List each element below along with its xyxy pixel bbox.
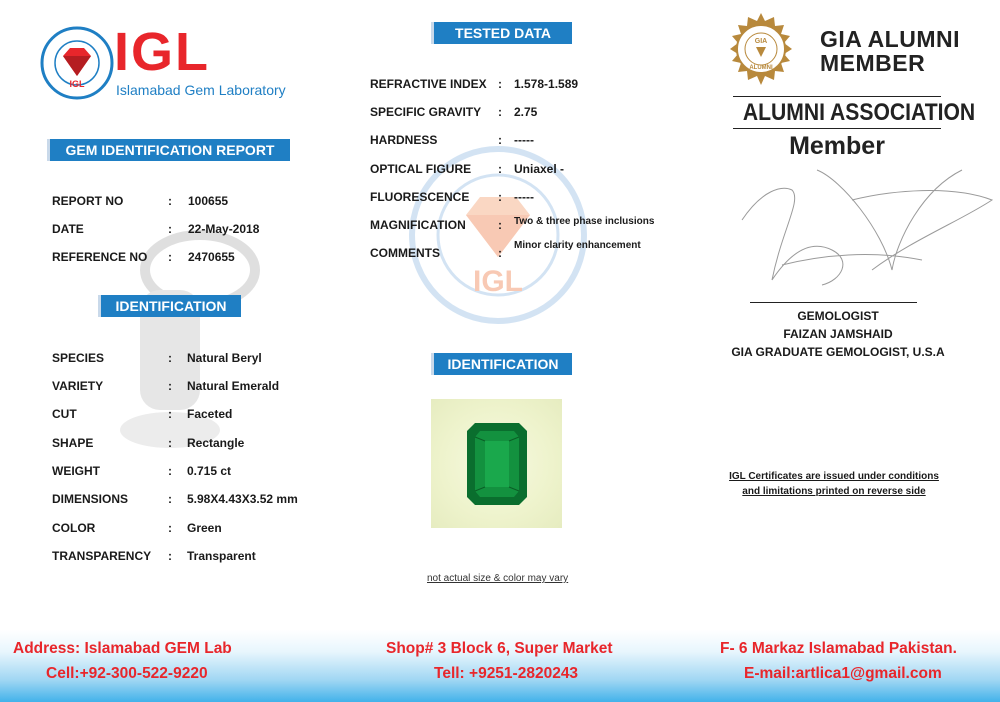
identification-row [52,407,322,423]
alumni-association: ALUMNI ASSOCIATION [742,99,976,126]
gemologist-credential: GIA GRADUATE GEMOLOGIST, U.S.A [731,345,945,359]
report-row-label: DATE [52,222,84,236]
watermark-text: IGL [473,265,523,298]
tested-value: Two & three phase inclusions [514,216,655,227]
separator: : [168,407,172,421]
report-row-value: 2470655 [188,250,235,264]
identification-header: IDENTIFICATION [98,295,241,317]
separator: : [168,250,172,264]
identification-value: Rectangle [187,436,245,450]
signature [722,160,1000,300]
identification-value: Faceted [187,407,233,421]
igl-subtitle: Islamabad Gem Laboratory [116,82,286,98]
tested-row [370,190,690,206]
report-row-value: 100655 [188,194,229,208]
background-gem-watermark [100,210,280,470]
tested-value: Minor clarity enhancement [514,240,641,251]
photo-note: not actual size & color may vary [427,573,569,584]
tested-label: FLUORESCENCE [370,190,470,204]
separator: : [168,549,172,563]
tested-label: SPECIFIC GRAVITY [370,105,482,119]
footer-shop: Shop# 3 Block 6, Super Market [386,640,613,657]
identification-row [52,464,322,480]
separator: : [498,218,502,232]
identification-value: Natural Beryl [187,351,262,365]
identification-label: SHAPE [52,436,94,450]
tested-value: ----- [514,133,534,147]
report-header: GEM IDENTIFICATION REPORT [47,139,290,161]
identification-row [52,521,322,537]
identification-row [52,351,322,367]
tested-row [370,240,690,262]
report-row-label: REFERENCE NO [52,250,148,264]
tested-label: COMMENTS [370,246,440,260]
photo-identification-header: IDENTIFICATION [431,353,572,375]
tested-label: HARDNESS [370,133,438,147]
tested-label: REFRACTIVE INDEX [370,77,487,91]
igl-seal-icon [40,26,114,100]
tested-label: MAGNIFICATION [370,218,466,232]
igl-badge-text: IGL [69,79,85,89]
identification-row [52,492,322,508]
identification-row [52,549,322,565]
identification-row [52,379,322,395]
separator: : [498,133,502,147]
report-row [52,194,312,210]
separator: : [498,105,502,119]
member-label: Member [789,132,885,160]
identification-label: SPECIES [52,351,105,365]
identification-value: Transparent [187,549,256,563]
identification-label: VARIETY [52,379,104,393]
identification-row [52,436,322,452]
report-row-label: REPORT NO [52,194,124,208]
separator: : [168,492,172,506]
disclaimer-line1: IGL Certificates are issued under conditions [729,471,939,482]
separator: : [498,246,502,260]
seal-top-text: GIA [754,38,768,45]
tested-value: ----- [514,190,534,204]
tested-value: Uniaxel - [514,162,565,176]
gem-photo [431,399,562,528]
separator: : [168,379,172,393]
identification-label: DIMENSIONS [52,492,129,506]
gia-alumni-line1: GIA ALUMNI [820,26,961,52]
report-row-value: 22-May-2018 [188,222,260,236]
disclaimer-line2: and limitations printed on reverse side [742,486,926,497]
identification-label: CUT [52,407,77,421]
identification-label: TRANSPARENCY [52,549,152,563]
identification-value: Green [187,521,222,535]
footer-cell[interactable]: Cell:+92-300-522-9220 [46,665,208,682]
igl-logo [40,22,286,100]
tested-row [370,133,690,149]
separator: : [498,77,502,91]
footer-email[interactable]: E-mail:artlica1@gmail.com [744,665,942,682]
footer-address: Address: Islamabad GEM Lab [13,640,232,657]
footer [0,630,1000,702]
igl-wordmark: IGL [114,22,210,82]
tested-row [370,77,690,93]
separator: : [168,521,172,535]
footer-city: F- 6 Markaz Islamabad Pakistan. [720,640,957,657]
tested-label: OPTICAL FIGURE [370,162,472,176]
identification-value: 5.98X4.43X3.52 mm [187,492,298,506]
separator: : [168,464,172,478]
tested-row [370,105,690,121]
signature-line [750,302,917,303]
separator: : [498,162,502,176]
gia-seal-icon [714,13,808,89]
tested-row [370,218,690,234]
separator: : [168,194,172,208]
separator: : [168,436,172,450]
tested-value: 1.578-1.589 [514,77,579,91]
emerald-gem-icon [467,423,527,505]
assoc-top-rule [733,96,941,97]
separator: : [498,190,502,204]
assoc-bottom-rule [733,128,941,129]
identification-value: Natural Emerald [187,379,280,393]
report-row [52,250,312,266]
tested-data-header: TESTED DATA [431,22,572,44]
footer-tel[interactable]: Tell: +9251-2820243 [434,665,579,682]
gia-alumni-line2: MEMBER [820,50,926,76]
identification-label: COLOR [52,521,96,535]
report-row [52,222,312,238]
tested-value: 2.75 [514,105,538,119]
identification-label: WEIGHT [52,464,100,478]
tested-row [370,162,690,178]
identification-value: 0.715 ct [187,464,232,478]
separator: : [168,351,172,365]
seal-bottom-text: ALUMNI [749,65,773,71]
gemologist-name: FAIZAN JAMSHAID [783,327,893,341]
separator: : [168,222,172,236]
gemologist-title: GEMOLOGIST [797,309,879,323]
